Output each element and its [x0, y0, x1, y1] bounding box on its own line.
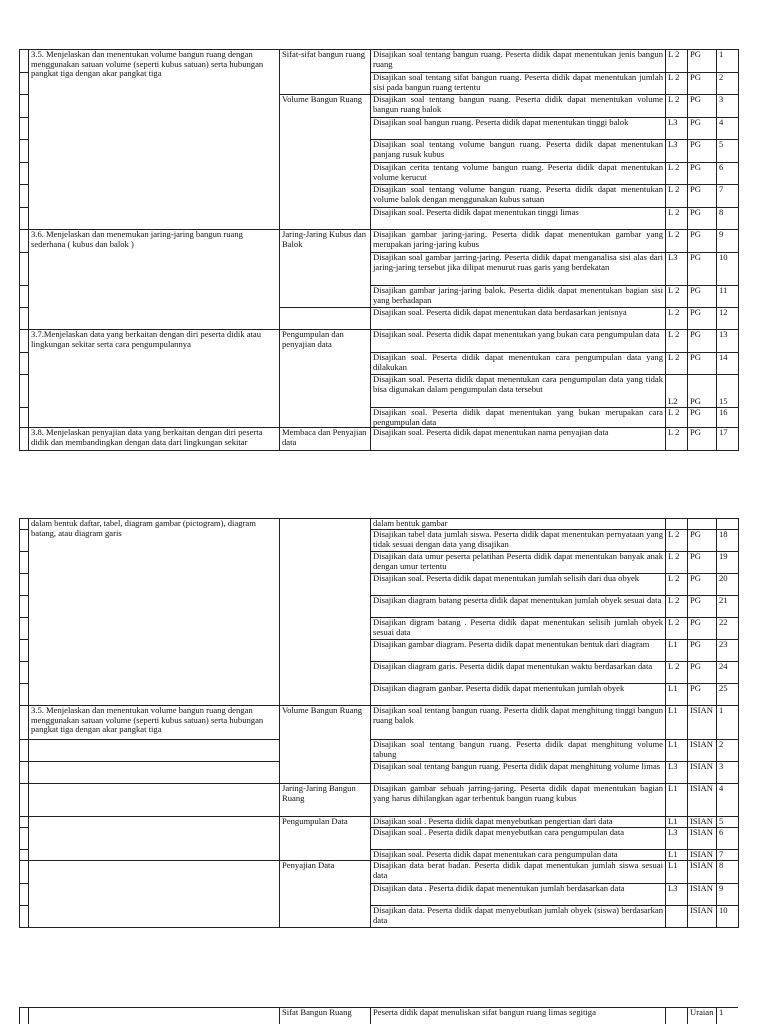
- indikator-cell: Disajikan soal. Peserta didik dapat menentukan jumlah selisih dari dua obyek: [371, 574, 666, 596]
- question-number-cell: 5: [717, 140, 739, 163]
- indikator-cell: Disajikan gambar jaring-jaring. Peserta didik dapat menentukan gambar yang merupakan jaring-jaring kubus: [371, 230, 666, 253]
- question-type-cell: PG: [688, 596, 717, 618]
- table-row: [20, 740, 739, 762]
- row-margin-cell: [20, 375, 29, 408]
- level-cell: L 2: [666, 428, 688, 451]
- indikator-cell: Disajikan soal tentang volume bangun ruang. Peserta didik dapat menentukan volume balok dengan menggunakan kubus satuan: [371, 185, 666, 208]
- indikator-cell: Disajikan soal. Peserta didik dapat menentukan yang bukan cara pengumpulan data: [371, 330, 666, 353]
- level-cell: L2: [666, 375, 688, 408]
- table-row: [20, 861, 739, 884]
- row-margin-cell: [20, 330, 29, 353]
- question-type-cell: PG: [688, 428, 717, 451]
- kompetensi-dasar-cell: [29, 817, 280, 861]
- materi-cell: Membaca dan Penyajian data: [280, 428, 371, 451]
- level-cell: L3: [666, 762, 688, 784]
- materi-cell: Volume Bangun Ruang: [280, 706, 371, 784]
- question-number-cell: 5: [717, 817, 739, 828]
- level-cell: L3: [666, 118, 688, 140]
- question-type-cell: PG: [688, 253, 717, 286]
- row-margin-cell: [20, 353, 29, 375]
- indikator-cell: Disajikan soal tentang bangun ruang. Peserta didik dapat menghitung volume limas: [371, 762, 666, 784]
- question-type-cell: ISIAN: [688, 906, 717, 928]
- question-type-cell: PG: [688, 308, 717, 330]
- kompetensi-dasar-cell: 3.7.Menjelaskan data yang berkaitan dengan diri peserta didik atau lingkungan sekitar serta cara pengumpulannya: [29, 330, 280, 428]
- question-type-cell: ISIAN: [688, 762, 717, 784]
- question-number-cell: 24: [717, 662, 739, 684]
- row-margin-cell: [20, 140, 29, 163]
- level-cell: L 2: [666, 618, 688, 640]
- level-cell: L 2: [666, 50, 688, 73]
- indikator-cell: Disajikan soal tentang bangun ruang. Peserta didik dapat menghitung volume tabung: [371, 740, 666, 762]
- question-type-cell: ISIAN: [688, 817, 717, 828]
- kompetensi-dasar-cell: 3.5. Menjelaskan dan menentukan volume bangun ruang dengan menggunakan satuan volume (seperti kubus satuan) serta hubungan pangkat tiga dengan akar pangkat tiga: [29, 706, 280, 740]
- question-number-cell: 23: [717, 640, 739, 662]
- table-row: [20, 762, 739, 784]
- indikator-cell: Disajikan soal tentang bangun ruang. Peserta didik dapat menentukan jenis bangun ruang: [371, 50, 666, 73]
- level-cell: L1: [666, 850, 688, 861]
- indikator-cell: Disajikan soal . Peserta didik dapat menyebutkan cara pengumpulan data: [371, 828, 666, 850]
- level-cell: L1: [666, 640, 688, 662]
- row-margin-cell: [20, 684, 29, 706]
- question-number-cell: 2: [717, 73, 739, 95]
- table-row: [20, 230, 739, 253]
- row-margin-cell: [20, 230, 29, 253]
- question-type-cell: PG: [688, 552, 717, 574]
- level-cell: [666, 519, 688, 530]
- question-type-cell: PG: [688, 50, 717, 73]
- question-type-cell: PG: [688, 574, 717, 596]
- question-number-cell: 4: [717, 784, 739, 817]
- row-margin-cell: [20, 1008, 29, 1024]
- question-type-cell: PG: [688, 95, 717, 118]
- row-margin-cell: [20, 530, 29, 552]
- question-type-cell: PG: [688, 140, 717, 163]
- question-type-cell: PG: [688, 118, 717, 140]
- level-cell: L 2: [666, 330, 688, 353]
- question-type-cell: Uraian: [688, 1008, 717, 1024]
- materi-cell: Penyajian Data: [280, 861, 371, 928]
- question-type-cell: PG: [688, 530, 717, 552]
- indikator-cell: Disajikan data berat badan. Peserta didik dapat menentukan jumlah siswa sesuai data: [371, 861, 666, 884]
- question-type-cell: PG: [688, 640, 717, 662]
- question-number-cell: 8: [717, 861, 739, 884]
- indikator-cell: Disajikan cerita tentang volume bangun ruang. Peserta didik dapat menentukan volume kerucut: [371, 163, 666, 185]
- grid-table: [19, 518, 739, 928]
- indikator-cell: Disajikan soal tentang sifat bangun ruang. Peserta didik dapat menentukan jumlah sisi pada bangun ruang tertentu: [371, 73, 666, 95]
- row-margin-cell: [20, 185, 29, 208]
- materi-cell: [280, 308, 371, 330]
- question-type-cell: PG: [688, 330, 717, 353]
- level-cell: L 2: [666, 530, 688, 552]
- level-cell: [666, 1008, 688, 1024]
- indikator-cell: Peserta didik dapat menuliskan sifat bangun ruang limas segitiga: [371, 1008, 666, 1024]
- materi-cell: Pengumpulan dan penyajian data: [280, 330, 371, 428]
- row-margin-cell: [20, 762, 29, 784]
- row-margin-cell: [20, 850, 29, 861]
- grid-table: [19, 1007, 738, 1024]
- row-margin-cell: [20, 740, 29, 762]
- row-margin-cell: [20, 308, 29, 330]
- row-margin-cell: [20, 817, 29, 828]
- row-margin-cell: [20, 73, 29, 95]
- indikator-cell: Disajikan gambar sebuah jarring-jaring. Peserta didik dapat menentukan bagian yang harus dihilangkan agar terbentuk bangun ruang kubus: [371, 784, 666, 817]
- indikator-cell: Disajikan gambar diagram. Peserta didik dapat menentukan bentuk dari diagram: [371, 640, 666, 662]
- row-margin-cell: [20, 861, 29, 884]
- materi-cell: Sifat Bangun Ruang: [280, 1008, 371, 1024]
- table-row: [20, 1008, 739, 1024]
- question-type-cell: PG: [688, 375, 717, 408]
- table-row: [20, 784, 739, 817]
- indikator-cell: Disajikan diagram ganbar. Peserta didik dapat menentukan jumlah obyek: [371, 684, 666, 706]
- materi-cell: Sifat-sifat bangun ruang: [280, 50, 371, 95]
- materi-cell: Volume Bangun Ruang: [280, 95, 371, 230]
- indikator-cell: Disajikan data. Peserta didik dapat menyebutkan jumlah obyek (siswa) berdasarkan data: [371, 906, 666, 928]
- level-cell: L3: [666, 140, 688, 163]
- materi-cell: Pengumpulan Data: [280, 817, 371, 861]
- question-type-cell: PG: [688, 618, 717, 640]
- table-part-3: [19, 1007, 738, 1024]
- level-cell: L 2: [666, 73, 688, 95]
- indikator-cell: Disajikan soal. Peserta didik dapat menentukan data berdasarkan jenisnya: [371, 308, 666, 330]
- indikator-cell: Disajikan diagram garis. Peserta didik dapat menentukan waktu berdasarkan data: [371, 662, 666, 684]
- question-number-cell: 9: [717, 230, 739, 253]
- level-cell: L3: [666, 253, 688, 286]
- row-margin-cell: [20, 828, 29, 850]
- kompetensi-dasar-cell: 3.5. Menjelaskan dan menentukan volume bangun ruang dengan menggunakan satuan volume (seperti kubus satuan) serta hubungan pangkat tiga dengan akar pangkat tiga: [29, 50, 280, 230]
- level-cell: L 2: [666, 552, 688, 574]
- question-type-cell: ISIAN: [688, 828, 717, 850]
- question-number-cell: 9: [717, 884, 739, 906]
- indikator-cell: Disajikan data umur peserta pelatihan Peserta didik dapat menentukan banyak anak dengan umur tertentu: [371, 552, 666, 574]
- row-margin-cell: [20, 118, 29, 140]
- question-type-cell: ISIAN: [688, 884, 717, 906]
- table-row: [20, 519, 739, 530]
- indikator-cell: Disajikan soal. Peserta didik dapat menentukan nama penyajian data: [371, 428, 666, 451]
- materi-cell: Jaring-Jaring Bangun Ruang: [280, 784, 371, 817]
- level-cell: L1: [666, 706, 688, 740]
- row-margin-cell: [20, 552, 29, 574]
- level-cell: L 2: [666, 208, 688, 230]
- row-margin-cell: [20, 618, 29, 640]
- question-number-cell: 1: [717, 1008, 739, 1024]
- question-number-cell: 10: [717, 906, 739, 928]
- indikator-cell: Disajikan gambar jaring-jaring balok. Peserta didik dapat menentukan bagian sisi yang berhadapan: [371, 286, 666, 308]
- level-cell: L 2: [666, 286, 688, 308]
- question-number-cell: 1: [717, 706, 739, 740]
- level-cell: L 2: [666, 408, 688, 428]
- indikator-cell: Disajikan diagram batang peserta didik dapat menentukan jumlah obyek sesuai data: [371, 596, 666, 618]
- level-cell: L1: [666, 784, 688, 817]
- question-number-cell: 14: [717, 353, 739, 375]
- kompetensi-dasar-cell: [29, 740, 280, 762]
- indikator-cell: Disajikan soal. Peserta didik dapat menentukan cara pengumpulan data yang dilakukan: [371, 353, 666, 375]
- table-row: [20, 330, 739, 353]
- level-cell: L 2: [666, 662, 688, 684]
- question-number-cell: 16: [717, 408, 739, 428]
- level-cell: L 2: [666, 596, 688, 618]
- question-number-cell: 15: [717, 375, 739, 408]
- indikator-cell: Disajikan soal. Peserta didik dapat menentukan yang bukan merupakan cara pengumpulan data: [371, 408, 666, 428]
- level-cell: L1: [666, 740, 688, 762]
- question-type-cell: ISIAN: [688, 850, 717, 861]
- question-number-cell: 7: [717, 850, 739, 861]
- indikator-cell: Disajikan soal. Peserta didik dapat menentukan cara pengumpulan data yang tidak bisa digunakan dalam pengumpulan data tersebut: [371, 375, 666, 408]
- level-cell: L3: [666, 828, 688, 850]
- question-type-cell: PG: [688, 230, 717, 253]
- question-number-cell: 13: [717, 330, 739, 353]
- question-number-cell: 25: [717, 684, 739, 706]
- row-margin-cell: [20, 519, 29, 530]
- row-margin-cell: [20, 884, 29, 906]
- question-type-cell: PG: [688, 408, 717, 428]
- materi-cell: [280, 519, 371, 706]
- row-margin-cell: [20, 50, 29, 73]
- question-number-cell: 7: [717, 185, 739, 208]
- question-number-cell: 10: [717, 253, 739, 286]
- question-number-cell: 3: [717, 762, 739, 784]
- table-row: [20, 428, 739, 451]
- row-margin-cell: [20, 906, 29, 928]
- level-cell: L 2: [666, 163, 688, 185]
- level-cell: L 2: [666, 353, 688, 375]
- row-margin-cell: [20, 286, 29, 308]
- kompetensi-dasar-cell: [29, 784, 280, 817]
- kompetensi-dasar-cell: [29, 1008, 280, 1024]
- indikator-cell: Disajikan soal tentang bangun ruang. Peserta didik dapat menghitung tinggi bangun ruang balok: [371, 706, 666, 740]
- question-type-cell: ISIAN: [688, 740, 717, 762]
- question-number-cell: 19: [717, 552, 739, 574]
- row-margin-cell: [20, 640, 29, 662]
- table-part-2: [19, 518, 738, 928]
- grid-table: [19, 49, 739, 451]
- row-margin-cell: [20, 574, 29, 596]
- table-row: [20, 50, 739, 73]
- row-margin-cell: [20, 163, 29, 185]
- kompetensi-dasar-cell: 3.6. Menjelaskan dan menemukan jaring-jaring bangun ruang sederhana ( kubus dan balok ): [29, 230, 280, 330]
- indikator-cell: Disajikan soal . Peserta didik dapat menyebutkan pengertian dari data: [371, 817, 666, 828]
- table-row: [20, 817, 739, 828]
- question-type-cell: PG: [688, 163, 717, 185]
- row-margin-cell: [20, 706, 29, 740]
- row-margin-cell: [20, 784, 29, 817]
- row-margin-cell: [20, 95, 29, 118]
- indikator-cell: Disajikan soal. Peserta didik dapat menentukan cara pengumpulan data: [371, 850, 666, 861]
- question-type-cell: PG: [688, 353, 717, 375]
- question-number-cell: 11: [717, 286, 739, 308]
- kompetensi-dasar-cell: [29, 861, 280, 928]
- question-number-cell: 3: [717, 95, 739, 118]
- level-cell: L 2: [666, 185, 688, 208]
- indikator-cell: dalam bentuk gambar: [371, 519, 666, 530]
- question-type-cell: ISIAN: [688, 861, 717, 884]
- table-row: [20, 706, 739, 740]
- question-type-cell: ISIAN: [688, 706, 717, 740]
- question-number-cell: [717, 519, 739, 530]
- materi-cell: Jaring-Jaring Kubus dan Balok: [280, 230, 371, 308]
- question-type-cell: PG: [688, 286, 717, 308]
- level-cell: L1: [666, 861, 688, 884]
- level-cell: L3: [666, 884, 688, 906]
- indikator-cell: Disajikan soal bangun ruang. Peserta didik dapat menentukan tinggi balok: [371, 118, 666, 140]
- indikator-cell: Disajikan soal gambar jarring-jaring. Peserta didik dapat menganalisa sisi alas dari jaring-jaring tersebut jika dilipat menurut ruas garis yang berdekatan: [371, 253, 666, 286]
- indikator-cell: Disajikan soal. Peserta didik dapat menentukan tinggi limas: [371, 208, 666, 230]
- indikator-cell: Disajikan tabel data jumlah siswa. Peserta didik dapat menentukan pernyataan yang tidak sesuai dengan data yang disajikan: [371, 530, 666, 552]
- indikator-cell: Disajikan soal tentang bangun ruang. Peserta didik dapat menentukan volume bangun ruang balok: [371, 95, 666, 118]
- question-number-cell: 21: [717, 596, 739, 618]
- question-number-cell: 6: [717, 163, 739, 185]
- kompetensi-dasar-cell: dalam bentuk daftar, tabel, diagram gambar (pictogram), diagram batang, atau diagram garis: [29, 519, 280, 706]
- question-type-cell: PG: [688, 185, 717, 208]
- question-number-cell: 4: [717, 118, 739, 140]
- question-number-cell: 8: [717, 208, 739, 230]
- level-cell: L 2: [666, 308, 688, 330]
- level-cell: L1: [666, 684, 688, 706]
- row-margin-cell: [20, 208, 29, 230]
- question-number-cell: 17: [717, 428, 739, 451]
- row-margin-cell: [20, 662, 29, 684]
- question-number-cell: 20: [717, 574, 739, 596]
- question-type-cell: ISIAN: [688, 784, 717, 817]
- level-cell: L 2: [666, 574, 688, 596]
- indikator-cell: Disajikan soal tentang volume bangun ruang. Peserta didik dapat menentukan panjang rusuk kubus: [371, 140, 666, 163]
- kompetensi-dasar-cell: 3.8. Menjelaskan penyajian data yang berkaitan dengan diri peserta didik dan membandingkan dengan data dari lingkungan sekitar: [29, 428, 280, 451]
- row-margin-cell: [20, 408, 29, 428]
- level-cell: L 2: [666, 95, 688, 118]
- question-number-cell: 2: [717, 740, 739, 762]
- question-type-cell: [688, 519, 717, 530]
- question-type-cell: PG: [688, 662, 717, 684]
- row-margin-cell: [20, 253, 29, 286]
- kompetensi-dasar-cell: [29, 762, 280, 784]
- table-part-1: [19, 49, 738, 451]
- question-type-cell: PG: [688, 73, 717, 95]
- question-number-cell: 1: [717, 50, 739, 73]
- row-margin-cell: [20, 428, 29, 451]
- level-cell: L 2: [666, 230, 688, 253]
- question-type-cell: PG: [688, 208, 717, 230]
- row-margin-cell: [20, 596, 29, 618]
- question-number-cell: 22: [717, 618, 739, 640]
- indikator-cell: Disajikan digram batang . Peserta didik dapat menentukan selisih jumlah obyek sesuai data: [371, 618, 666, 640]
- question-number-cell: 12: [717, 308, 739, 330]
- question-type-cell: PG: [688, 684, 717, 706]
- level-cell: L1: [666, 817, 688, 828]
- question-number-cell: 18: [717, 530, 739, 552]
- question-number-cell: 6: [717, 828, 739, 850]
- level-cell: [666, 906, 688, 928]
- indikator-cell: Disajikan data . Peserta didik dapat menentukan jumlah berdasarkan data: [371, 884, 666, 906]
